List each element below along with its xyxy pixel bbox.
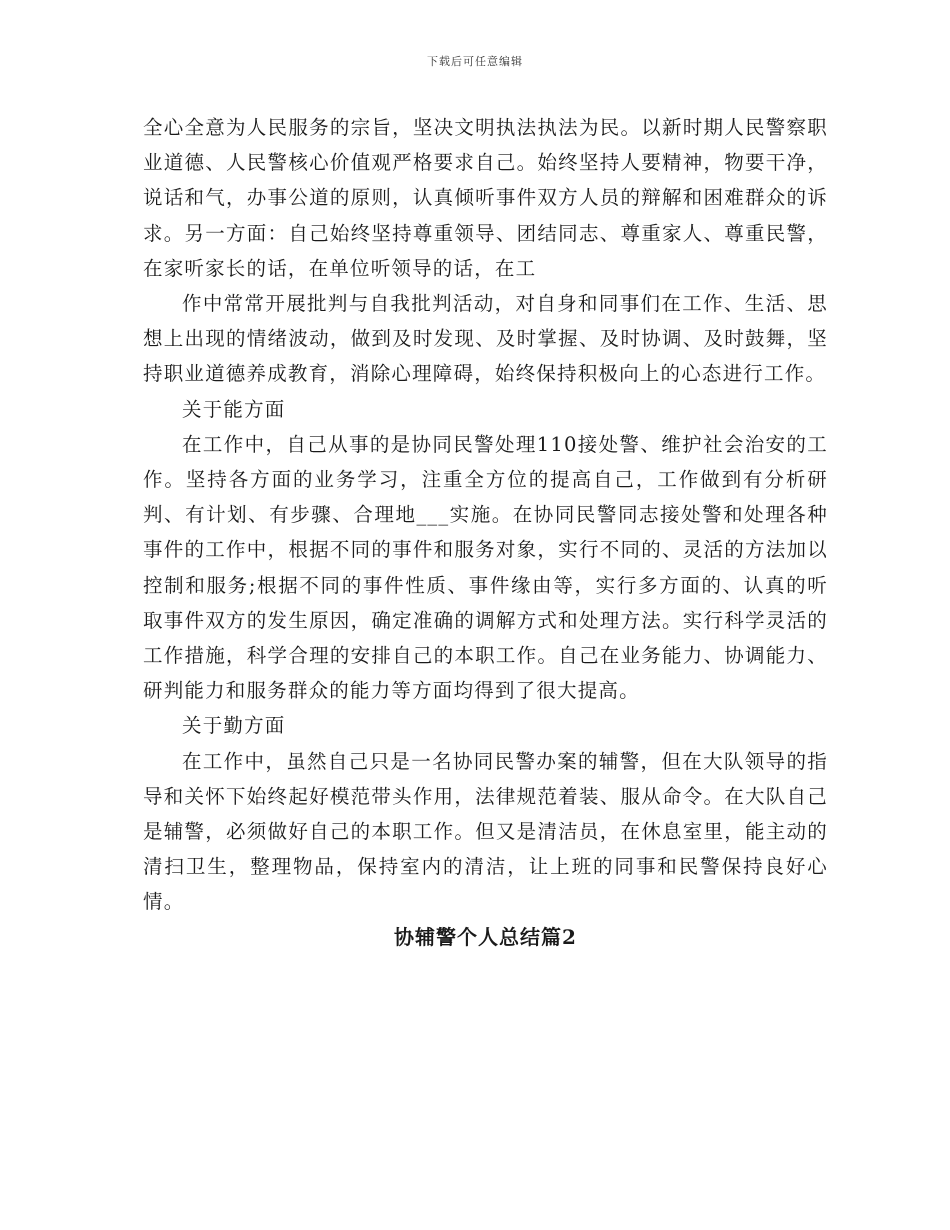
paragraph-diligence: 在工作中，虽然自己只是一名协同民警办案的辅警，但在大队领导的指导和关怀下始终起好模范带头作用，法律规范着装、服从命令。在大队自己是辅警，必须做好自己的本职工作。但又是清洁员，在休息室里，能主动的清扫卫生，整理物品，保持室内的清洁，让上班的同事和民警保持良好心情。	[143, 749, 828, 914]
section-title: 协辅警个人总结篇2	[394, 924, 577, 949]
paragraph-ability: 在工作中，自己从事的是协同民警处理110接处警、维护社会治安的工作。坚持各方面的业务学习，注重全方位的提高自己，工作做到有分析研判、有计划、有步骤、合理地___实施。在协同民警同志接处警和处理各种事件的工作中，根据不同的事件和服务对象，实行不同的、灵活的方法加以控制和服务;根据不同的事件性质、事件缘由等，实行多方面的、认真的听取事件双方的发生原因，确定准确的调解方式和处理方法。实行科学灵活的工作措施，科学合理的安排自己的本职工作。自己在业务能力、协调能力、研判能力和服务群众的能力等方面均得到了很大提高。	[143, 432, 828, 703]
subheading-diligence: 关于勤方面	[182, 714, 286, 738]
paragraph-self-criticism: 作中常常开展批判与自我批判活动，对自身和同事们在工作、生活、思想上出现的情绪波动，做到及时发现、及时掌握、及时协调、及时鼓舞，坚持职业道德养成教育，消除心理障碍，始终保持积极向上的心态进行工作。	[143, 292, 828, 386]
page-header-note: 下载后可任意编辑	[427, 55, 523, 68]
document-body	[143, 110, 828, 955]
paragraph-service-purpose: 全心全意为人民服务的宗旨，坚决文明执法执法为民。以新时期人民警察职业道德、人民警核心价值观严格要求自己。始终坚持人要精神，物要干净，说话和气，办事公道的原则，认真倾听事件双方人员的辩解和困难群众的诉求。另一方面：自己始终坚持尊重领导、团结同志、尊重家人、尊重民警，在家听家长的话，在单位听领导的话，在工	[143, 116, 828, 280]
subheading-ability: 关于能方面	[182, 397, 286, 421]
